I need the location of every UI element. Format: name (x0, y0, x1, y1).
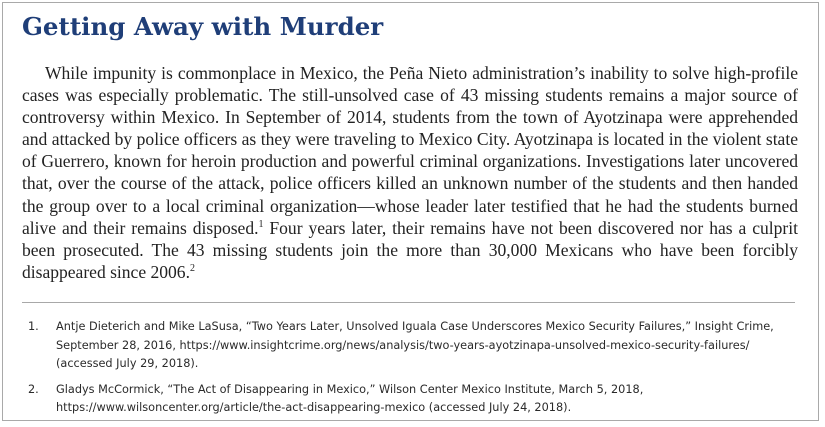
footnote-list (22, 318, 798, 425)
footnote-text: Gladys McCormick, “The Act of Disappearing in Mexico,” Wilson Center Mexico Institute, March 5, 2018, https://www.wilsoncenter.org/article/the-act-disappearing-mexico (accessed July 24, 2018). (56, 382, 644, 414)
body-paragraph (22, 62, 798, 283)
footnote-number: 1. (28, 320, 39, 333)
paragraph-text-part1: While impunity is commonplace in Mexico, the Peña Nieto administration’s inability to solve high-profile cases was especially problematic. The still-unsolved case of 43 missing students remains a major source of controversy within Mexico. In September of 2014, students from the town of Ayotzinapa were apprehended and attacked by police officers as they were traveling to Mexico City. Ayotzinapa is located in the violent state of Guerrero, known for heroin production and powerful criminal organizations. Investigations later uncovered that, over the course of the attack, police officers killed an unknown number of the students and then handed the group over to a local criminal organization—whose leader later testified that he had the students burned alive and their remains disposed. (22, 63, 798, 238)
footnote-item (22, 318, 798, 374)
sidebar-title: Getting Away with Murder (22, 12, 384, 41)
footnote-ref-1: 1 (258, 218, 264, 230)
footnote-divider (22, 302, 795, 303)
footnote-text: Antje Dieterich and Mike LaSusa, “Two Years Later, Unsolved Iguala Case Underscores Mexico Security Failures,” Insight Crime, September 28, 2016, https://www.insightcrime.org/news/analysis/two-years-ayotzinapa-unsolved-mexico-security-failures/ (accessed July 29, 2018). (56, 320, 774, 370)
footnote-item (22, 381, 798, 418)
paragraph-text-part2: Four years later, their remains have not been discovered nor has a culprit been prosecuted. The 43 missing students join the more than 30,000 Mexicans who have been forcibly disappeared since 2006. (22, 217, 798, 282)
footnote-ref-2: 2 (189, 263, 195, 274)
footnote-number: 2. (28, 382, 39, 396)
